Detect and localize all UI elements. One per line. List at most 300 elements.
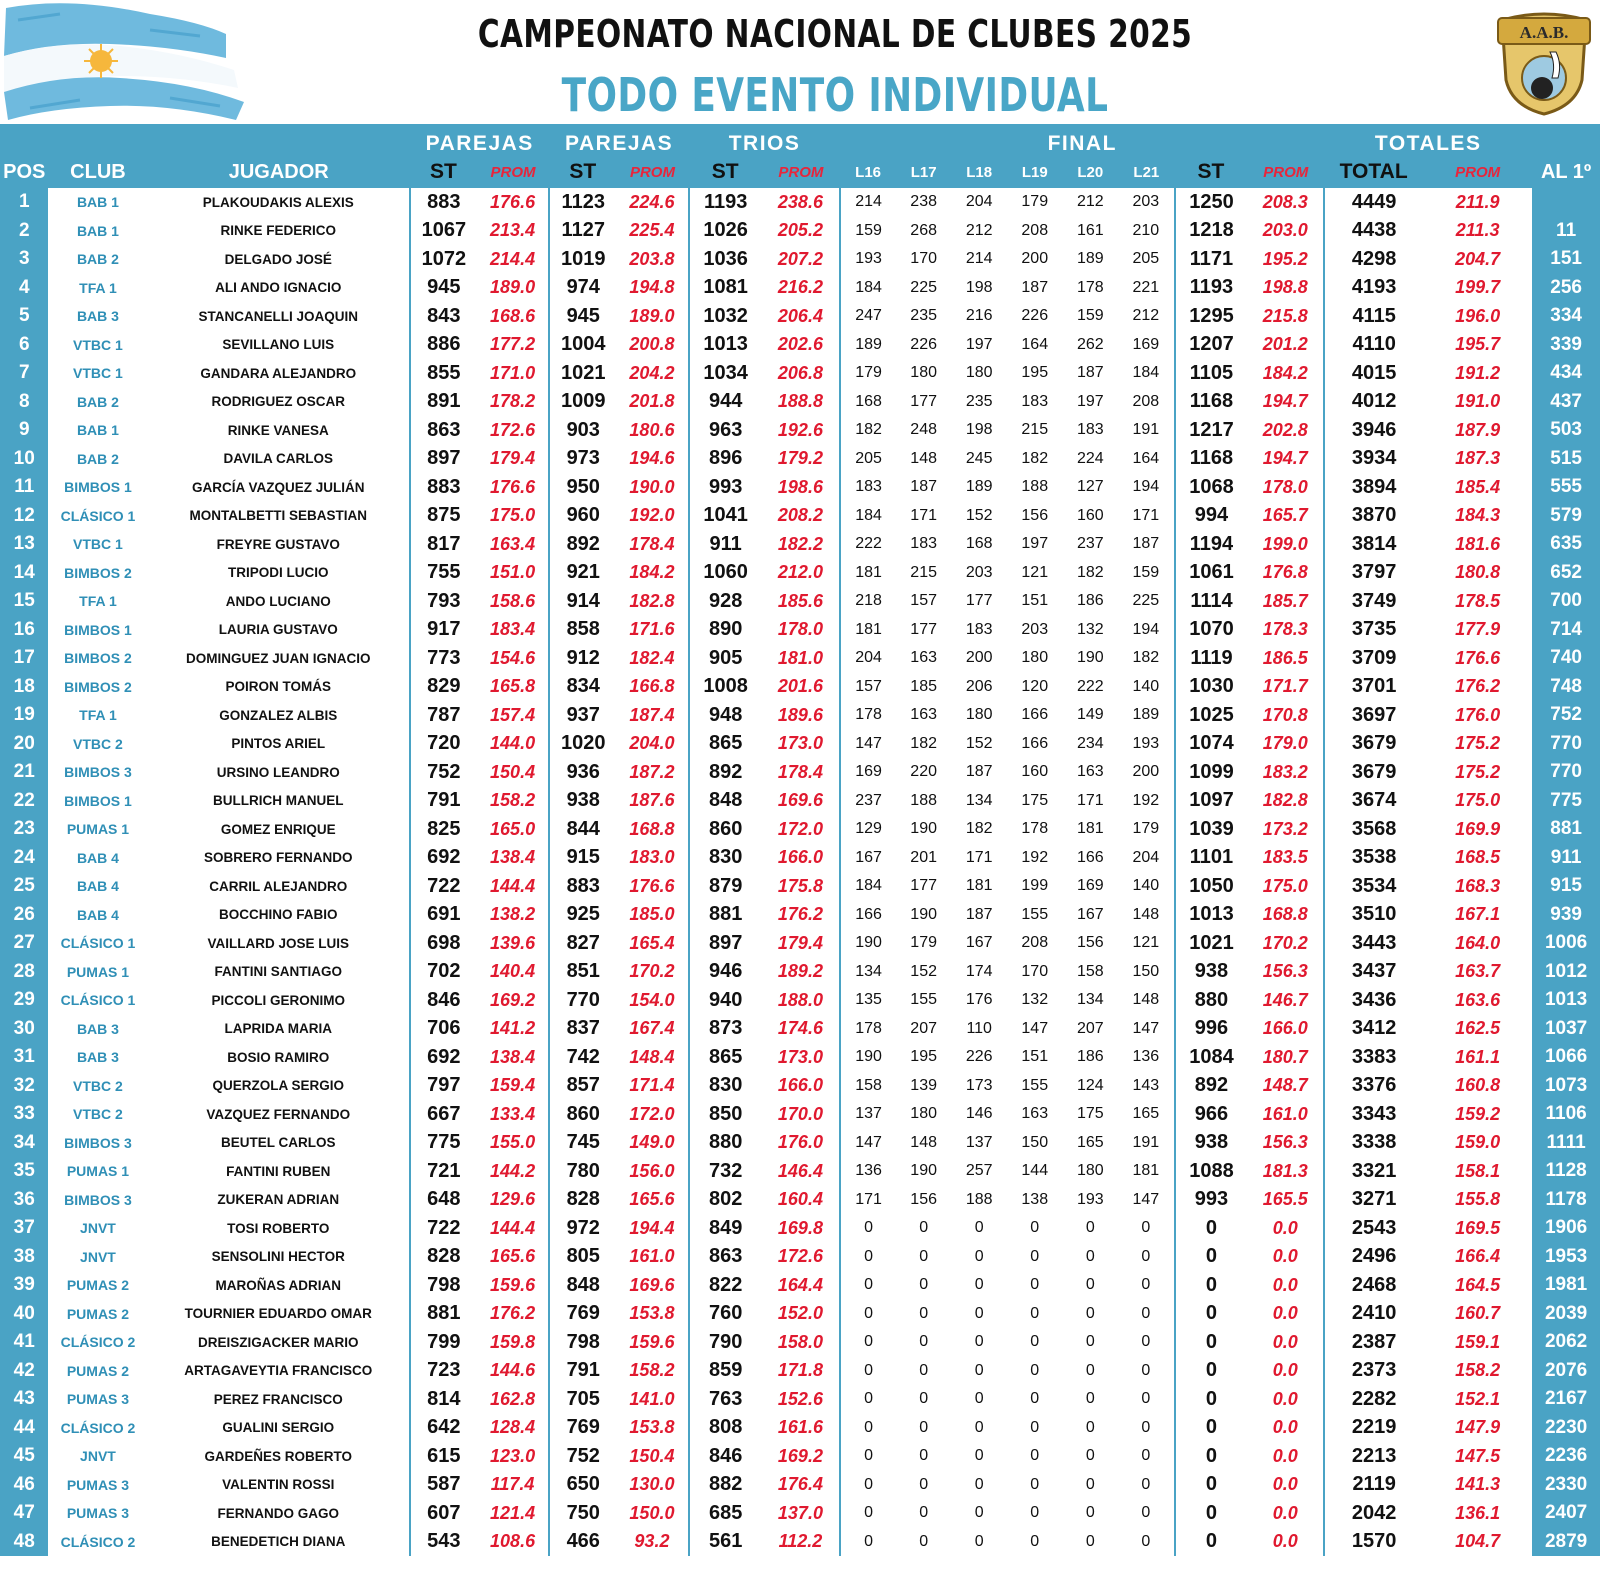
- row-trios-st: 892: [689, 758, 762, 787]
- row-parejas1-st: 886: [410, 331, 477, 360]
- row-final-l18: 152: [951, 502, 1007, 531]
- row-parejas1-prom: 144.6: [477, 1357, 550, 1386]
- row-final-l20: 0: [1063, 1271, 1119, 1300]
- row-trios-st: 905: [689, 644, 762, 673]
- row-trios-st: 822: [689, 1271, 762, 1300]
- row-total-prom: 152.1: [1423, 1385, 1532, 1414]
- row-parejas1-prom: 176.6: [477, 188, 550, 217]
- row-parejas2-st: 860: [549, 1100, 616, 1129]
- row-final-l18: 0: [951, 1328, 1007, 1357]
- row-final-l18: 245: [951, 445, 1007, 474]
- row-final-prom: 208.3: [1247, 188, 1324, 217]
- row-final-l20: 222: [1063, 673, 1119, 702]
- row-parejas1-st: 722: [410, 1214, 477, 1243]
- row-final-l17: 0: [896, 1528, 952, 1557]
- row-parejas2-st: 858: [549, 616, 616, 645]
- row-trios-prom: 173.0: [762, 730, 841, 759]
- row-final-prom: 183.5: [1247, 844, 1324, 873]
- row-total: 4115: [1324, 302, 1423, 331]
- row-total: 2496: [1324, 1243, 1423, 1272]
- row-final-st: 1105: [1175, 359, 1248, 388]
- group-header-row: [0, 124, 1600, 156]
- row-parejas2-st: 921: [549, 559, 616, 588]
- row-trios-prom: 166.0: [762, 844, 841, 873]
- row-player-name: STANCANELLI JOAQUIN: [147, 302, 410, 331]
- row-trios-st: 1060: [689, 559, 762, 588]
- row-final-l19: 138: [1007, 1186, 1063, 1215]
- row-player-name: RODRIGUEZ OSCAR: [147, 388, 410, 417]
- row-player-name: BOCCHINO FABIO: [147, 901, 410, 930]
- row-total: 3701: [1324, 673, 1423, 702]
- row-final-l21: 221: [1118, 274, 1175, 303]
- row-pos: 17: [0, 644, 48, 673]
- row-al1: 1128: [1532, 1157, 1600, 1186]
- row-club: VTBC 1: [48, 359, 147, 388]
- row-parejas2-st: 770: [549, 986, 616, 1015]
- row-total: 1570: [1324, 1528, 1423, 1557]
- row-parejas1-prom: 133.4: [477, 1100, 550, 1129]
- row-total: 2213: [1324, 1442, 1423, 1471]
- row-club: BAB 3: [48, 1043, 147, 1072]
- table-row: [0, 530, 1600, 559]
- row-final-l20: 189: [1063, 245, 1119, 274]
- table-row: [0, 929, 1600, 958]
- row-final-l21: 140: [1118, 872, 1175, 901]
- row-player-name: ANDO LUCIANO: [147, 587, 410, 616]
- row-total: 3697: [1324, 701, 1423, 730]
- row-final-prom: 184.2: [1247, 359, 1324, 388]
- row-final-l19: 163: [1007, 1100, 1063, 1129]
- row-player-name: RINKE VANESA: [147, 416, 410, 445]
- row-final-l20: 127: [1063, 473, 1119, 502]
- row-parejas2-prom: 150.0: [616, 1499, 689, 1528]
- row-trios-st: 1041: [689, 502, 762, 531]
- row-final-l20: 0: [1063, 1300, 1119, 1329]
- row-trios-st: 865: [689, 730, 762, 759]
- row-al1: 437: [1532, 388, 1600, 417]
- row-final-l18: 235: [951, 388, 1007, 417]
- row-final-l18: 173: [951, 1072, 1007, 1101]
- row-pos: 16: [0, 616, 48, 645]
- row-parejas1-prom: 117.4: [477, 1471, 550, 1500]
- row-parejas1-prom: 175.0: [477, 502, 550, 531]
- row-final-l16: 0: [840, 1499, 896, 1528]
- row-club: TFA 1: [48, 587, 147, 616]
- row-total-prom: 175.2: [1423, 730, 1532, 759]
- row-parejas1-st: 817: [410, 530, 477, 559]
- row-final-l17: 171: [896, 502, 952, 531]
- row-al1: 334: [1532, 302, 1600, 331]
- row-parejas2-st: 769: [549, 1300, 616, 1329]
- row-trios-st: 860: [689, 815, 762, 844]
- table-row: [0, 1243, 1600, 1272]
- row-final-st: 966: [1175, 1100, 1248, 1129]
- row-final-l16: 0: [840, 1243, 896, 1272]
- row-parejas1-st: 587: [410, 1471, 477, 1500]
- row-final-l19: 0: [1007, 1271, 1063, 1300]
- row-club: VTBC 2: [48, 1100, 147, 1129]
- row-al1: 1006: [1532, 929, 1600, 958]
- row-parejas2-st: 780: [549, 1157, 616, 1186]
- table-row: [0, 587, 1600, 616]
- row-parejas2-st: 805: [549, 1243, 616, 1272]
- table-row: [0, 188, 1600, 217]
- row-player-name: ALI ANDO IGNACIO: [147, 274, 410, 303]
- row-final-prom: 156.3: [1247, 1129, 1324, 1158]
- row-final-l16: 0: [840, 1357, 896, 1386]
- row-final-l19: 164: [1007, 331, 1063, 360]
- row-parejas2-st: 1019: [549, 245, 616, 274]
- row-final-l18: 0: [951, 1300, 1007, 1329]
- row-final-l21: 0: [1118, 1328, 1175, 1357]
- row-trios-prom: 198.6: [762, 473, 841, 502]
- row-final-l21: 193: [1118, 730, 1175, 759]
- row-final-st: 0: [1175, 1328, 1248, 1357]
- col-jugador: JUGADOR: [228, 160, 329, 183]
- row-total-prom: 162.5: [1423, 1015, 1532, 1044]
- table-row: [0, 1072, 1600, 1101]
- row-final-l19: 150: [1007, 1129, 1063, 1158]
- row-final-st: 0: [1175, 1271, 1248, 1300]
- row-trios-prom: 146.4: [762, 1157, 841, 1186]
- row-final-prom: 146.7: [1247, 986, 1324, 1015]
- row-final-l18: 0: [951, 1357, 1007, 1386]
- row-total-prom: 167.1: [1423, 901, 1532, 930]
- col-trios-st: ST: [711, 160, 739, 183]
- row-final-l16: 0: [840, 1271, 896, 1300]
- row-parejas2-prom: 93.2: [616, 1528, 689, 1557]
- row-final-st: 0: [1175, 1499, 1248, 1528]
- row-trios-st: 790: [689, 1328, 762, 1357]
- table-row: [0, 1414, 1600, 1443]
- table-row: [0, 1186, 1600, 1215]
- row-final-prom: 148.7: [1247, 1072, 1324, 1101]
- row-final-l17: 190: [896, 815, 952, 844]
- row-parejas1-prom: 214.4: [477, 245, 550, 274]
- row-trios-st: 1032: [689, 302, 762, 331]
- row-trios-prom: 176.4: [762, 1471, 841, 1500]
- row-final-l16: 237: [840, 787, 896, 816]
- row-parejas1-st: 881: [410, 1300, 477, 1329]
- row-final-l18: 176: [951, 986, 1007, 1015]
- row-final-l18: 0: [951, 1471, 1007, 1500]
- row-final-st: 0: [1175, 1528, 1248, 1557]
- table-row: [0, 302, 1600, 331]
- row-final-l16: 147: [840, 730, 896, 759]
- row-trios-prom: 172.0: [762, 815, 841, 844]
- row-trios-prom: 212.0: [762, 559, 841, 588]
- row-parejas1-st: 883: [410, 188, 477, 217]
- row-player-name: PLAKOUDAKIS ALEXIS: [147, 188, 410, 217]
- row-parejas2-st: 973: [549, 445, 616, 474]
- row-trios-st: 928: [689, 587, 762, 616]
- row-final-l20: 190: [1063, 644, 1119, 673]
- row-total: 4015: [1324, 359, 1423, 388]
- row-pos: 22: [0, 787, 48, 816]
- row-pos: 42: [0, 1357, 48, 1386]
- row-final-l21: 0: [1118, 1243, 1175, 1272]
- row-club: PUMAS 3: [48, 1471, 147, 1500]
- row-parejas2-st: 936: [549, 758, 616, 787]
- row-final-l16: 181: [840, 616, 896, 645]
- table-row: [0, 359, 1600, 388]
- table-row: [0, 502, 1600, 531]
- row-parejas2-prom: 153.8: [616, 1300, 689, 1329]
- row-parejas1-st: 607: [410, 1499, 477, 1528]
- row-trios-prom: 137.0: [762, 1499, 841, 1528]
- row-final-l16: 135: [840, 986, 896, 1015]
- row-total-prom: 147.9: [1423, 1414, 1532, 1443]
- row-trios-st: 881: [689, 901, 762, 930]
- row-final-st: 0: [1175, 1414, 1248, 1443]
- row-final-l17: 0: [896, 1471, 952, 1500]
- row-parejas2-prom: 185.0: [616, 901, 689, 930]
- row-player-name: BEUTEL CARLOS: [147, 1129, 410, 1158]
- row-final-st: 1218: [1175, 217, 1248, 246]
- row-total: 2219: [1324, 1414, 1423, 1443]
- row-final-l16: 222: [840, 530, 896, 559]
- row-final-l19: 175: [1007, 787, 1063, 816]
- row-total: 4012: [1324, 388, 1423, 417]
- row-pos: 39: [0, 1271, 48, 1300]
- row-club: BAB 4: [48, 844, 147, 873]
- row-final-l19: 178: [1007, 815, 1063, 844]
- row-final-l17: 156: [896, 1186, 952, 1215]
- row-player-name: DAVILA CARLOS: [147, 445, 410, 474]
- row-final-l18: 0: [951, 1528, 1007, 1557]
- row-final-l19: 226: [1007, 302, 1063, 331]
- row-final-l21: 148: [1118, 986, 1175, 1015]
- row-total-prom: 199.7: [1423, 274, 1532, 303]
- col-l20: L20: [1077, 163, 1104, 181]
- row-trios-prom: 164.4: [762, 1271, 841, 1300]
- row-player-name: POIRON TOMÁS: [147, 673, 410, 702]
- row-trios-st: 948: [689, 701, 762, 730]
- row-final-l16: 0: [840, 1214, 896, 1243]
- row-player-name: SENSOLINI HECTOR: [147, 1243, 410, 1272]
- row-final-l20: 156: [1063, 929, 1119, 958]
- row-trios-st: 830: [689, 1072, 762, 1101]
- row-parejas1-prom: 139.6: [477, 929, 550, 958]
- row-total: 2387: [1324, 1328, 1423, 1357]
- row-trios-prom: 171.8: [762, 1357, 841, 1386]
- row-parejas2-prom: 182.8: [616, 587, 689, 616]
- row-final-st: 1025: [1175, 701, 1248, 730]
- row-player-name: CARRIL ALEJANDRO: [147, 872, 410, 901]
- row-al1: 1066: [1532, 1043, 1600, 1072]
- row-parejas2-st: 903: [549, 416, 616, 445]
- row-parejas1-prom: 158.6: [477, 587, 550, 616]
- table-row: [0, 1499, 1600, 1528]
- row-parejas2-st: 925: [549, 901, 616, 930]
- row-trios-st: 879: [689, 872, 762, 901]
- row-parejas1-st: 755: [410, 559, 477, 588]
- row-final-l21: 0: [1118, 1357, 1175, 1386]
- row-final-l17: 238: [896, 188, 952, 217]
- row-player-name: FANTINI SANTIAGO: [147, 958, 410, 987]
- row-parejas2-st: 742: [549, 1043, 616, 1072]
- col-pos: POS: [3, 160, 46, 183]
- row-total: 3709: [1324, 644, 1423, 673]
- row-final-l16: 179: [840, 359, 896, 388]
- row-trios-prom: 182.2: [762, 530, 841, 559]
- row-final-prom: 0.0: [1247, 1357, 1324, 1386]
- row-final-l16: 178: [840, 701, 896, 730]
- row-final-st: 996: [1175, 1015, 1248, 1044]
- row-trios-prom: 208.2: [762, 502, 841, 531]
- row-final-l18: 171: [951, 844, 1007, 873]
- row-club: BAB 3: [48, 302, 147, 331]
- row-total: 3894: [1324, 473, 1423, 502]
- table-row: [0, 245, 1600, 274]
- row-parejas2-prom: 171.6: [616, 616, 689, 645]
- row-final-l16: 137: [840, 1100, 896, 1129]
- row-parejas2-st: 938: [549, 787, 616, 816]
- row-pos: 41: [0, 1328, 48, 1357]
- row-parejas1-st: 891: [410, 388, 477, 417]
- row-final-l18: 0: [951, 1385, 1007, 1414]
- row-parejas2-prom: 224.6: [616, 188, 689, 217]
- row-parejas2-prom: 184.2: [616, 559, 689, 588]
- row-pos: 30: [0, 1015, 48, 1044]
- row-pos: 37: [0, 1214, 48, 1243]
- row-player-name: BOSIO RAMIRO: [147, 1043, 410, 1072]
- row-pos: 25: [0, 872, 48, 901]
- row-final-l17: 0: [896, 1328, 952, 1357]
- row-final-l18: 214: [951, 245, 1007, 274]
- row-final-l19: 166: [1007, 730, 1063, 759]
- row-total-prom: 164.5: [1423, 1271, 1532, 1300]
- row-club: JNVT: [48, 1243, 147, 1272]
- table-row: [0, 815, 1600, 844]
- row-final-st: 1021: [1175, 929, 1248, 958]
- row-final-l17: 163: [896, 701, 952, 730]
- row-final-l19: 0: [1007, 1471, 1063, 1500]
- row-final-st: 993: [1175, 1186, 1248, 1215]
- col-p2-prom: PROM: [629, 163, 675, 181]
- row-club: VTBC 1: [48, 331, 147, 360]
- row-pos: 40: [0, 1300, 48, 1329]
- row-total-prom: 147.5: [1423, 1442, 1532, 1471]
- row-parejas2-prom: 158.2: [616, 1357, 689, 1386]
- row-pos: 18: [0, 673, 48, 702]
- row-parejas1-st: 723: [410, 1357, 477, 1386]
- table-row: [0, 1043, 1600, 1072]
- row-parejas1-st: 798: [410, 1271, 477, 1300]
- row-player-name: ARTAGAVEYTIA FRANCISCO: [147, 1357, 410, 1386]
- row-final-l20: 165: [1063, 1129, 1119, 1158]
- row-final-prom: 0.0: [1247, 1442, 1324, 1471]
- row-al1: 1981: [1532, 1271, 1600, 1300]
- row-parejas1-st: 721: [410, 1157, 477, 1186]
- row-al1: 339: [1532, 331, 1600, 360]
- row-trios-prom: 161.6: [762, 1414, 841, 1443]
- row-final-l18: 206: [951, 673, 1007, 702]
- row-al1: 714: [1532, 616, 1600, 645]
- row-final-st: 1050: [1175, 872, 1248, 901]
- row-final-l19: 0: [1007, 1357, 1063, 1386]
- row-total: 2373: [1324, 1357, 1423, 1386]
- row-trios-prom: 152.0: [762, 1300, 841, 1329]
- row-final-st: 1070: [1175, 616, 1248, 645]
- row-final-l21: 204: [1118, 844, 1175, 873]
- row-pos: 6: [0, 331, 48, 360]
- row-final-l18: 182: [951, 815, 1007, 844]
- row-final-l21: 171: [1118, 502, 1175, 531]
- row-total: 2468: [1324, 1271, 1423, 1300]
- table-row: [0, 958, 1600, 987]
- row-final-prom: 165.5: [1247, 1186, 1324, 1215]
- row-final-l16: 169: [840, 758, 896, 787]
- row-total-prom: 175.2: [1423, 758, 1532, 787]
- table-row: [0, 473, 1600, 502]
- row-parejas1-prom: 168.6: [477, 302, 550, 331]
- row-final-prom: 0.0: [1247, 1214, 1324, 1243]
- row-trios-st: 873: [689, 1015, 762, 1044]
- row-final-l20: 169: [1063, 872, 1119, 901]
- row-club: BIMBOS 1: [48, 616, 147, 645]
- row-total-prom: 160.7: [1423, 1300, 1532, 1329]
- row-final-l19: 121: [1007, 559, 1063, 588]
- row-club: PUMAS 1: [48, 1157, 147, 1186]
- row-final-l16: 214: [840, 188, 896, 217]
- col-al1: AL 1º: [1540, 160, 1592, 183]
- row-final-l20: 186: [1063, 587, 1119, 616]
- row-total-prom: 161.1: [1423, 1043, 1532, 1072]
- row-parejas1-st: 799: [410, 1328, 477, 1357]
- row-final-l16: 183: [840, 473, 896, 502]
- col-p1-prom: PROM: [490, 163, 536, 181]
- row-parejas1-st: 787: [410, 701, 477, 730]
- row-pos: 11: [0, 473, 48, 502]
- row-player-name: GARCÍA VAZQUEZ JULIÁN: [147, 473, 410, 502]
- row-final-l20: 178: [1063, 274, 1119, 303]
- row-final-l20: 0: [1063, 1414, 1119, 1443]
- row-player-name: SEVILLANO LUIS: [147, 331, 410, 360]
- row-player-name: VAZQUEZ FERNANDO: [147, 1100, 410, 1129]
- row-trios-prom: 216.2: [762, 274, 841, 303]
- table-row: [0, 559, 1600, 588]
- row-pos: 19: [0, 701, 48, 730]
- row-player-name: PEREZ FRANCISCO: [147, 1385, 410, 1414]
- row-final-prom: 178.3: [1247, 616, 1324, 645]
- row-al1: 1012: [1532, 958, 1600, 987]
- row-trios-prom: 158.0: [762, 1328, 841, 1357]
- table-row: [0, 1214, 1600, 1243]
- row-final-l18: 197: [951, 331, 1007, 360]
- row-club: PUMAS 2: [48, 1357, 147, 1386]
- row-player-name: QUERZOLA SERGIO: [147, 1072, 410, 1101]
- row-final-st: 0: [1175, 1214, 1248, 1243]
- row-total: 3437: [1324, 958, 1423, 987]
- row-parejas1-prom: 159.6: [477, 1271, 550, 1300]
- row-final-st: 892: [1175, 1072, 1248, 1101]
- row-parejas1-st: 543: [410, 1528, 477, 1557]
- row-al1: 1111: [1532, 1129, 1600, 1158]
- row-final-l21: 0: [1118, 1442, 1175, 1471]
- row-final-prom: 215.8: [1247, 302, 1324, 331]
- row-club: CLÁSICO 1: [48, 986, 147, 1015]
- row-trios-prom: 166.0: [762, 1072, 841, 1101]
- row-pos: 35: [0, 1157, 48, 1186]
- row-parejas2-st: 650: [549, 1471, 616, 1500]
- row-al1: 2062: [1532, 1328, 1600, 1357]
- row-trios-st: 896: [689, 445, 762, 474]
- row-final-l17: 183: [896, 530, 952, 559]
- row-final-l16: 0: [840, 1385, 896, 1414]
- row-final-prom: 198.8: [1247, 274, 1324, 303]
- row-trios-st: 1081: [689, 274, 762, 303]
